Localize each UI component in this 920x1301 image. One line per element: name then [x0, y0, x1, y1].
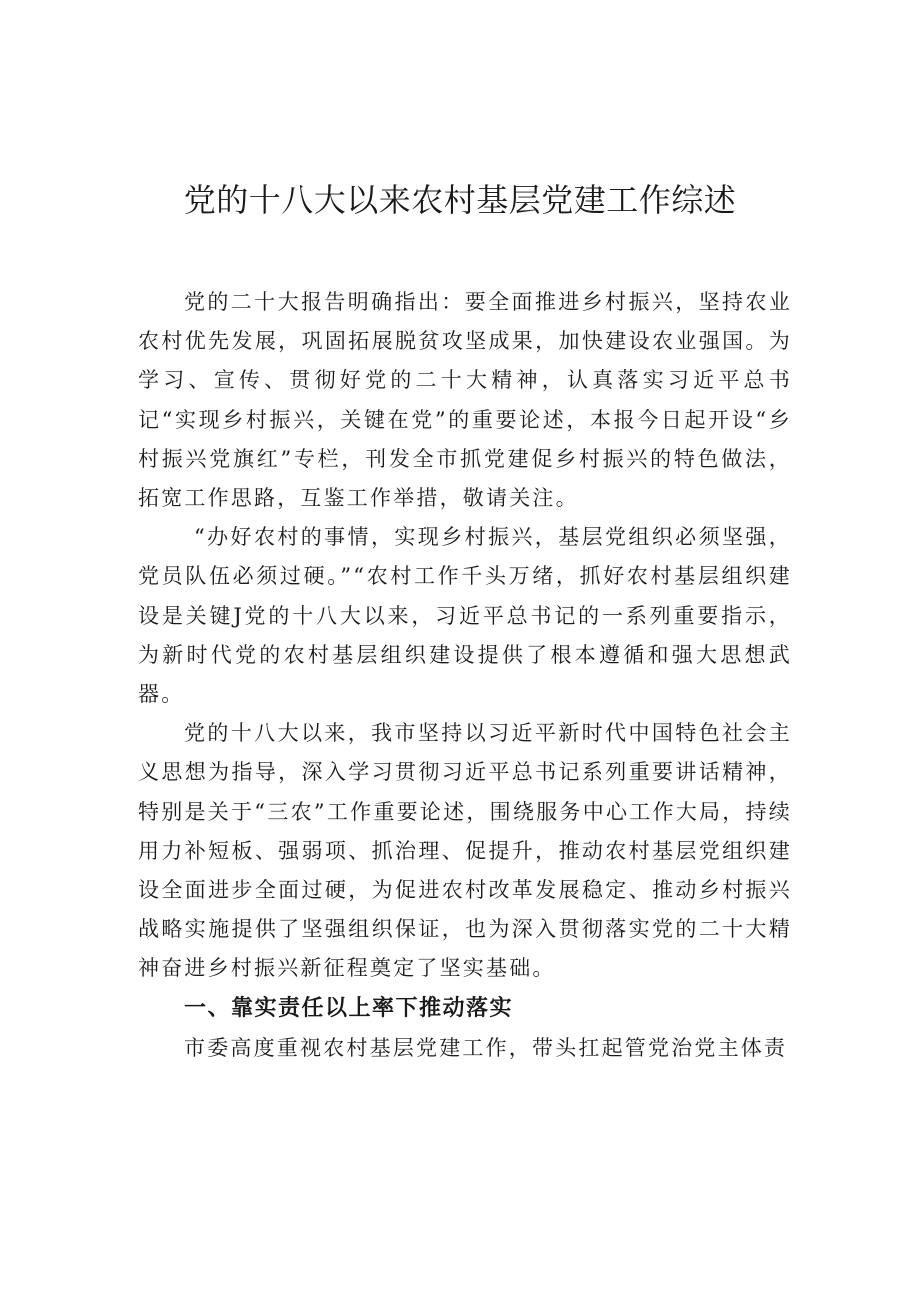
- paragraph-summary: 党的十八大以来，我市坚持以习近平新时代中国特色社会主义思想为指导，深入学习贯彻习近平总书记系列重要讲话精神，特别是关于“三农”工作重要论述，围绕服务中心工作大局，持续用力补短板、强弱项、抓治理、促提升，推动农村基层党组织建设全面进步全面过硬，为促进农村改革发展稳定、推动乡村振兴战略实施提供了坚强组织保证，也为深入贯彻落实党的二十大精神奋进乡村振兴新征程奠定了坚实基础。: [138, 721, 792, 981]
- paragraph-section-one: 市委高度重视农村基层党建工作，带头扛起管党治党主体责: [184, 1035, 788, 1060]
- paragraph-quote: “办好农村的事情，实现乡村振兴，基层党组织必须坚强，党员队伍必须过硬。”“农村工作千头万绪，抓好农村基层组织建设是关键J党的十八大以来，习近平总书记的一系列重要指示，为新时代党的农村基层组织建设提供了根本遵循和强大思想武器。: [138, 525, 792, 707]
- paragraph-intro: 党的二十大报告明确指出：要全面推进乡村振兴，坚持农业农村优先发展，巩固拓展脱贫攻坚成果，加快建设农业强国。为学习、宣传、贯彻好党的二十大精神，认真落实习近平总书记“实现乡村振兴，关键在党”的重要论述，本报今日起开设“乡村振兴党旗红”专栏，刊发全市抓党建促乡村振兴的特色做法，拓宽工作思路，互鉴工作举措，敬请关注。: [138, 290, 792, 511]
- document-title: 党的十八大以来农村基层党建工作综述: [183, 181, 737, 219]
- document-body: [138, 283, 792, 1068]
- section-heading: 一、靠实责任以上率下推动落实: [184, 995, 514, 1021]
